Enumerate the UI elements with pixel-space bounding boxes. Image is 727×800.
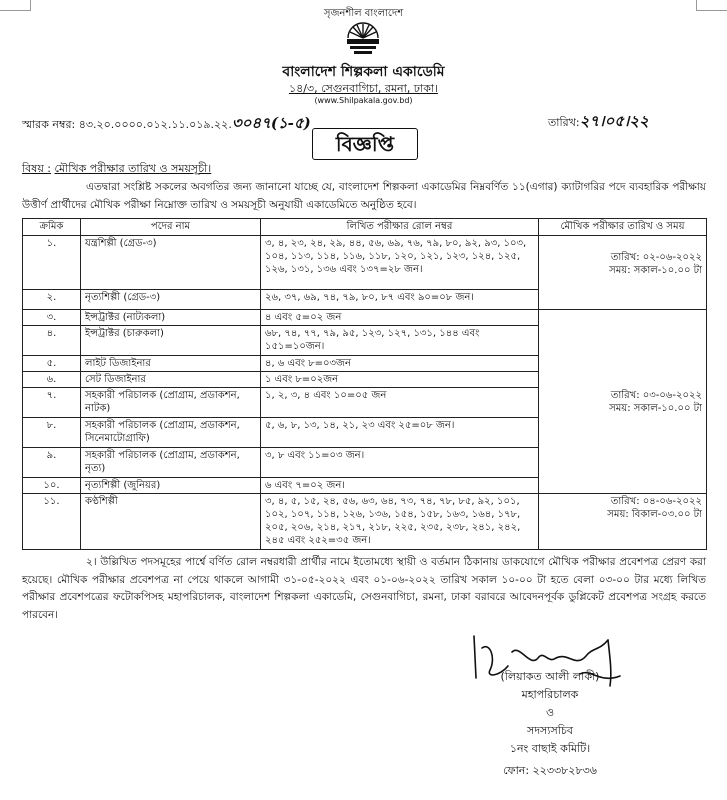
reference-handwritten: ৩০৪৭(১-৫) bbox=[231, 114, 311, 132]
column-header: ক্রমিক bbox=[23, 219, 81, 236]
post-cell: নৃত্যশিল্পী (জুনিয়র) bbox=[81, 478, 261, 494]
serial-cell: ১. bbox=[23, 236, 81, 290]
table-row bbox=[23, 236, 707, 290]
schedule-time: সময়: বিকাল-০৩.০০ টা bbox=[607, 509, 702, 520]
rolls-cell: ৬ এবং ৭=০২ জন। bbox=[261, 478, 539, 494]
post-cell: যন্ত্রশিল্পী (গ্রেড-৩) bbox=[81, 236, 261, 290]
schedule-cell bbox=[539, 236, 707, 310]
rolls-cell: ২৬, ৩৭, ৬৯, ৭৪, ৭৯, ৮০, ৮৭ এবং ৯০=০৮ জন। bbox=[261, 290, 539, 310]
serial-cell: ৬. bbox=[23, 372, 81, 388]
serial-cell: ৪. bbox=[23, 326, 81, 356]
signatory-role: সদস্যসচিব bbox=[527, 724, 573, 737]
post-cell: ইন্সট্রাক্টর (নাট্যকলা) bbox=[81, 310, 261, 326]
schedule-table bbox=[22, 218, 707, 550]
rolls-cell: ৫, ৬, ৮, ১৩, ১৪, ২১, ২৩ এবং ২৫=০৮ জন। bbox=[261, 418, 539, 448]
post-cell: কণ্ঠশিল্পী bbox=[81, 494, 261, 550]
reference-number bbox=[22, 112, 311, 137]
instruction-paragraph: ২। উল্লিখিত পদসমূহের পার্শ্বে বর্ণিত রোল নম্বরধারী প্রার্থীর নামে ইতোমধ্যে স্থায়ী ও বর্তমান ঠিকানায় ডাকযোগে মৌখিক পরীক্ষার প্রবেশপত্র প্রেরণ করা হয়েছে। মৌখিক পরীক্ষার প্রবেশপত্র না পেয়ে থাকলে আগামী ৩১-০৫-২০২২ এবং ০১-০৬-২০২২ তারিখ সকাল ১০-০০ টা হতে বেলা ০৩-০০ টার মধ্যে লিখিত পরীক্ষার প্রবেশপত্রের ফটোকপিসহ মহাপরিচালক, বাংলাদেশ শিল্পকলা একাডেমি, সেগুনবাগিচা, রমনা, ঢাকা বরাবরে আবেদনপূর্বক ডুপ্লিকেট প্রবেশপত্র সংগ্রহ করতে পারবেন। bbox=[22, 556, 706, 621]
academy-logo-icon bbox=[344, 20, 382, 56]
serial-cell: ৫. bbox=[23, 356, 81, 372]
serial-cell: ৯. bbox=[23, 448, 81, 478]
table-header-row bbox=[23, 219, 707, 236]
schedule-date: তারিখ: ০৪-০৬-২০২২ bbox=[610, 496, 702, 507]
serial-cell: ১১. bbox=[23, 494, 81, 550]
signatory-conjunction: ও bbox=[545, 706, 555, 719]
subject-label: বিষয় : bbox=[22, 162, 52, 175]
signatory-phone: ফোন: ২২৩৩৮২৮৩৬ bbox=[503, 764, 597, 777]
rolls-cell: ৩, ৮ এবং ১১=০৩ জন। bbox=[261, 448, 539, 478]
table-row bbox=[23, 494, 707, 550]
reference-label: স্মারক নম্বর: ৪৩.২০.০০০০.০১২.১১.০১৯.২২. bbox=[22, 118, 232, 131]
column-header: লিখিত পরীক্ষার রোল নম্বর bbox=[261, 219, 539, 236]
rolls-cell: ১, ২, ৩, ৪ এবং ১০=০৫ জন bbox=[261, 388, 539, 418]
post-cell: নৃত্যশিল্পী (গ্রেড-৩) bbox=[81, 290, 261, 310]
schedule-date: তারিখ: ০২-০৬-২০২২ bbox=[610, 252, 702, 263]
rolls-cell: ৬৮, ৭৪, ৭৭, ৭৯, ৯৫, ১২৩, ১২৭, ১৩১, ১৪৪ এবং ১৫১=১০জন। bbox=[261, 326, 539, 356]
post-cell: সহকারী পরিচালক (প্রোগ্রাম, প্রডাকশন, সিনেমাটোগ্রাফি) bbox=[81, 418, 261, 448]
subject-line bbox=[22, 160, 211, 179]
rolls-cell: ৪, ৬ এবং ৮=০৩জন bbox=[261, 356, 539, 372]
organization-name: বাংলাদেশ শিল্পকলা একাডেমি bbox=[282, 64, 445, 80]
post-cell: সহকারী পরিচালক (প্রোগ্রাম, প্রডাকশন, নৃত্য) bbox=[81, 448, 261, 478]
post-cell: ইন্সট্রাক্টর (চারুকলা) bbox=[81, 326, 261, 356]
serial-cell: ৮. bbox=[23, 418, 81, 448]
organization-address: ১৪/৩, সেগুনবাগিচা, রমনা, ঢাকা। bbox=[288, 82, 439, 95]
signatory-designation: মহাপরিচালক bbox=[521, 688, 579, 701]
rolls-cell: ৩, ৪, ২৩, ২৪, ২৯, ৪৪, ৫৬, ৬৯, ৭৬, ৭৯, ৮০, ৯২, ৯৩, ১০৩, ১০৪, ১১৩, ১১৪, ১১৬, ১১৮, ১২০, ১২১, ১২৩, ১২৪, ১২৫, ১২৬, ১৩১, ১৩৬ এবং ১৩৭=২৮ জন। bbox=[261, 236, 539, 290]
date-label: তারিখ: bbox=[548, 116, 580, 129]
signatory-committee: ১নং বাছাই কমিটি। bbox=[509, 742, 591, 755]
serial-cell: ৭. bbox=[23, 388, 81, 418]
table-row bbox=[23, 310, 707, 326]
rolls-cell: ৪ এবং ৫=০২ জন bbox=[261, 310, 539, 326]
website: (www.Shilpakala.gov.bd) bbox=[314, 96, 413, 105]
schedule-cell bbox=[539, 310, 707, 494]
schedule-time: সময়: সকাল-১০.০০ টা bbox=[609, 402, 702, 414]
date-handwritten: ২৭।০৫।২২ bbox=[579, 112, 649, 130]
post-cell: সহকারী পরিচালক (প্রোগ্রাম, প্রডাকশন, নাটক) bbox=[81, 388, 261, 418]
serial-cell: ৩. bbox=[23, 310, 81, 326]
notice-title: বিজ্ঞপ্তি bbox=[312, 128, 418, 160]
schedule-time: সময়: সকাল-১০.০০ টা bbox=[609, 265, 702, 276]
intro-paragraph: এতদ্বারা সংশ্লিষ্ট সকলের অবগতির জন্য জানানো যাচ্ছে যে, বাংলাদেশ শিল্পকলা একাডেমির নিম্নবর্ণিত ১১(এগার) ক্যাটাগরির পদে ব্যবহারিক পরীক্ষায় উত্তীর্ণ প্রার্থীদের মৌখিক পরীক্ষা নিম্নোক্ত তারিখ ও সময়সূচী অনুযায়ী একাডেমিতে অনুষ্ঠিত হবে। bbox=[22, 181, 706, 211]
tagline: সৃজনশীল বাংলাদেশ bbox=[323, 8, 404, 19]
rolls-cell: ১ এবং ৮=০২জন bbox=[261, 372, 539, 388]
schedule-date: তারিখ: ০৩-০৬-২০২২ bbox=[610, 389, 702, 401]
post-cell: সেট ডিজাইনার bbox=[81, 372, 261, 388]
column-header: মৌখিক পরীক্ষার তারিখ ও সময় bbox=[539, 219, 707, 236]
issue-date bbox=[548, 110, 649, 135]
signatory-name: (লিয়াকত আলী লাকী) bbox=[500, 670, 600, 683]
rolls-cell: ৩, ৪, ৫, ১৫, ২৪, ৫৬, ৬৩, ৬৪, ৭৩, ৭৪, ৭৮, ৮৫, ৯২, ১০১, ১০২, ১০৭, ১১৪, ১২৬, ১৩৬, ১৫৪, ১৫৮, ১৬৩, ১৬৪, ১৭৮, ২০৫, ২০৬, ২১৪, ২১৭, ২১৮, ২২৫, ২৩৫, ২৩৮, ২৪১, ২৪২, ২৪৫ এবং ২৫২=৩৫ জন। bbox=[261, 494, 539, 550]
subject-text: মৌখিক পরীক্ষার তারিখ ও সময়সূচী। bbox=[54, 162, 212, 175]
column-header: পদের নাম bbox=[81, 219, 261, 236]
schedule-cell bbox=[539, 494, 707, 550]
serial-cell: ২. bbox=[23, 290, 81, 310]
serial-cell: ১০. bbox=[23, 478, 81, 494]
post-cell: লাইট ডিজাইনার bbox=[81, 356, 261, 372]
